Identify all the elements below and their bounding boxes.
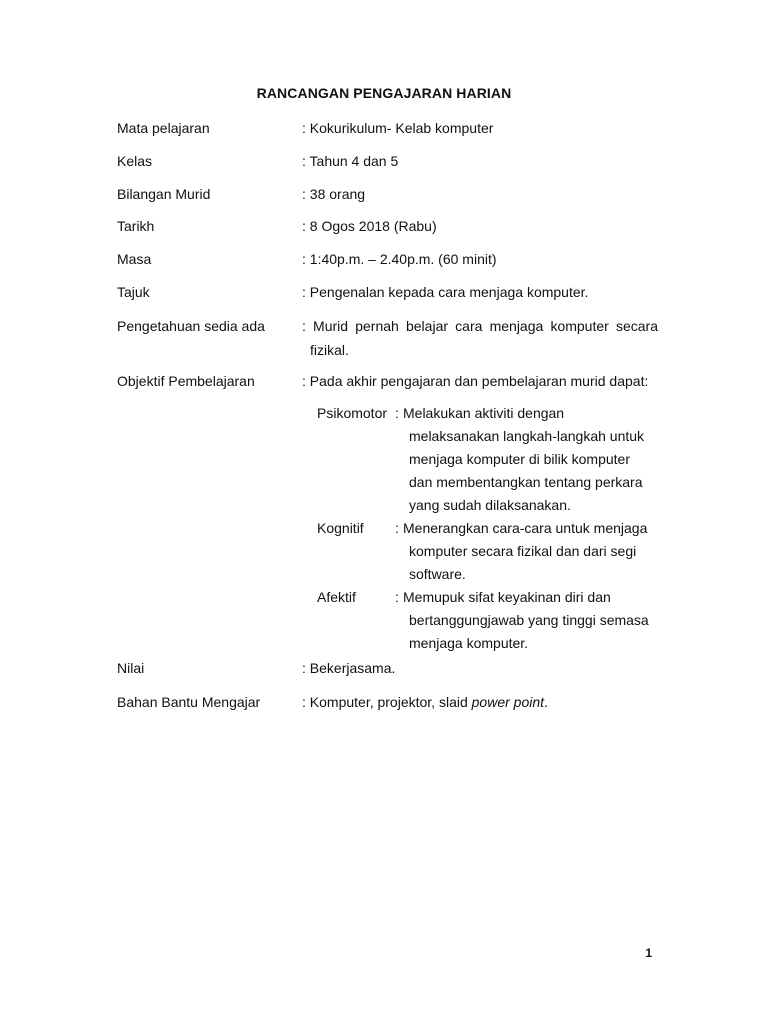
objective-text <box>403 402 657 517</box>
field-value-line: fizikal. <box>310 342 349 358</box>
field-value: : Tahun 4 dan 5 <box>302 153 399 169</box>
field-value-prefix: : Komputer, projektor, slaid <box>302 694 472 710</box>
field-value: : 8 Ogos 2018 (Rabu) <box>302 218 437 234</box>
page-title: RANCANGAN PENGAJARAN HARIAN <box>256 85 512 101</box>
page-number: 1 <box>645 946 652 960</box>
field-label: Pengetahuan sedia ada <box>117 318 265 334</box>
objective-line: yang sudah dilaksanakan. <box>409 497 571 513</box>
field-value-suffix: . <box>544 694 548 710</box>
field-label: Bahan Bantu Mengajar <box>117 694 261 710</box>
field-label: Tarikh <box>117 218 155 234</box>
objective-text <box>403 586 657 655</box>
field-value: : Kokurikulum- Kelab komputer <box>302 120 494 136</box>
objective-line: bertanggungjawab yang tinggi semasa <box>409 612 649 628</box>
field-value: : Pada akhir pengajaran dan pembelajaran murid dapat: <box>302 373 649 389</box>
objective-label: Psikomotor <box>317 405 388 421</box>
objective-text <box>403 517 657 586</box>
field-value: : 38 orang <box>302 186 366 202</box>
field-label: Mata pelajaran <box>117 120 210 136</box>
field-label: Tajuk <box>117 284 150 300</box>
objective-separator: : <box>395 520 399 536</box>
objective-separator: : <box>395 589 399 605</box>
field-label: Bilangan Murid <box>117 186 211 202</box>
field-value-line: : Murid pernah belajar cara menjaga komputer secara <box>302 318 658 334</box>
field-label: Nilai <box>117 660 145 676</box>
field-value: : Pengenalan kepada cara menjaga komputer. <box>302 284 589 300</box>
objective-line: menjaga komputer. <box>409 635 529 651</box>
objective-line: Melakukan aktiviti dengan <box>403 405 565 421</box>
objective-line: Memupuk sifat keyakinan diri dan <box>403 589 611 605</box>
field-value <box>302 690 658 714</box>
objective-label: Kognitif <box>317 520 364 536</box>
objective-line: melaksanakan langkah-langkah untuk <box>409 428 645 444</box>
field-label: Kelas <box>117 153 153 169</box>
field-label: Masa <box>117 251 152 267</box>
objective-line: menjaga komputer di bilik komputer <box>409 451 630 467</box>
objective-line: Menerangkan cara-cara untuk menjaga <box>403 520 648 536</box>
field-label: Objektif Pembelajaran <box>117 373 255 389</box>
field-value: : 1:40p.m. – 2.40p.m. (60 minit) <box>302 251 497 267</box>
field-value: : Bekerjasama. <box>302 660 396 676</box>
field-value-italic: power point <box>471 694 545 710</box>
objective-line: software. <box>409 566 466 582</box>
field-value <box>302 314 658 362</box>
objective-separator: : <box>395 405 399 421</box>
objective-line: dan membentangkan tentang perkara <box>409 474 643 490</box>
objective-line: komputer secara fizikal dan dari segi <box>409 543 637 559</box>
objective-label: Afektif <box>317 589 356 605</box>
